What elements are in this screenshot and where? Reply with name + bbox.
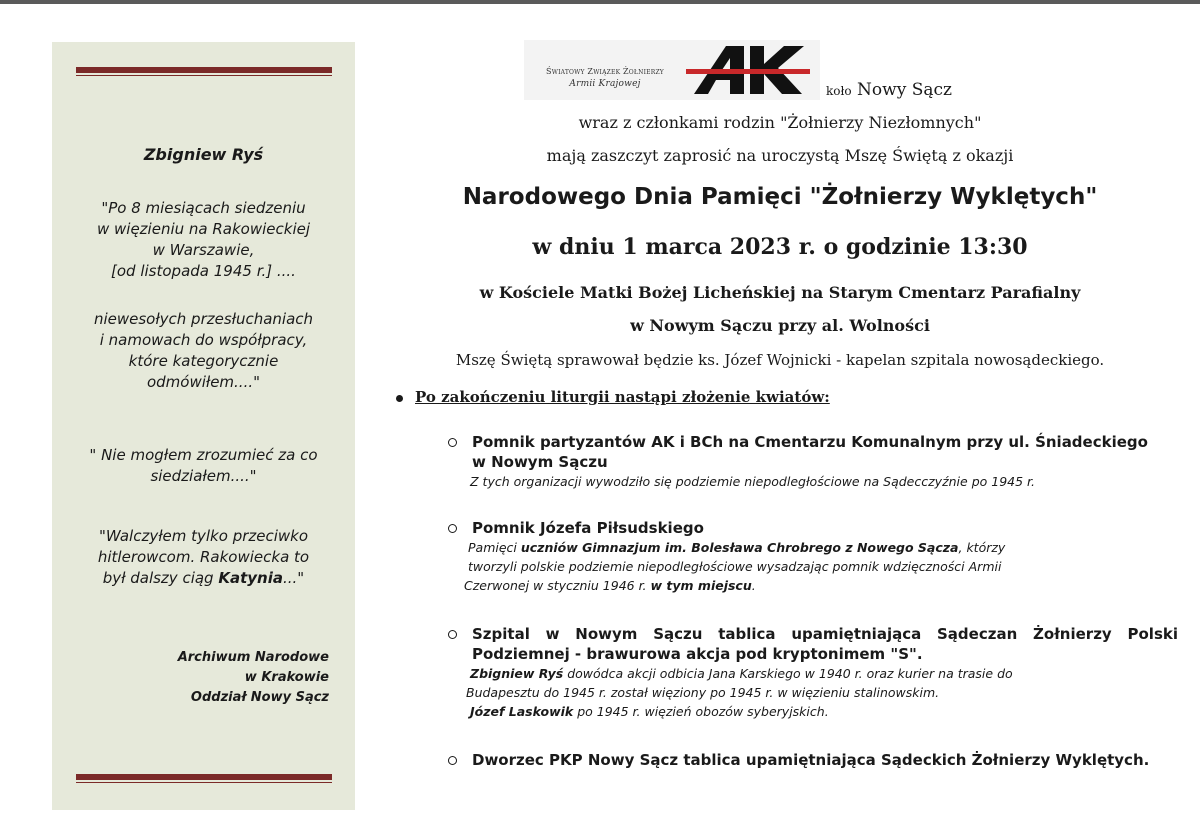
priest-line: Mszę Świętą sprawował będzie ks. Józef Wojnicki - kapelan szpitala nowosądeckiego.: [455, 351, 1105, 369]
list-item: [448, 432, 1178, 491]
list-item: [448, 750, 1178, 770]
sidebar-bottom-rule: [76, 774, 332, 783]
sidebar-quote-3: " Nie mogłem zrozumieć za co siedziałem....": [89, 446, 318, 485]
circle-bullet-icon: [448, 756, 457, 765]
item-title: Pomnik Józefa Piłsudskiego: [472, 519, 704, 537]
item-description: Zbigniew Ryś dowódca akcji odbicia Jana Karskiego w 1940 r. oraz kurier na trasie do Budapesztu do 1945 r. został więziony po 1945 r. w więzieniu stalinowskim. Józef Laskowik po 1945 r. więzień obozów syberyjskich.: [466, 666, 1013, 719]
event-place-2: w Nowym Sączu przy al. Wolności: [630, 316, 930, 335]
quote-sidebar: [52, 42, 355, 810]
list-item: [448, 518, 1178, 595]
list-item: [448, 624, 1178, 721]
event-place-1: w Kościele Matki Bożej Licheńskiej na Starym Cmentarz Parafialny: [479, 283, 1081, 302]
bullet-icon: [396, 395, 403, 402]
item-title: Dworzec PKP Nowy Sącz tablica upamiętniająca Sądeckich Żołnierzy Wyklętych.: [472, 751, 1150, 769]
item-description: Pamięci uczniów Gimnazjum im. Bolesława Chrobrego z Nowego Sącza, którzy tworzyli polskie podziemie niepodległościowe wysadzając pomnik wdzięczności Armii Czerwonej w styczniu 1946 r. w tym miejscu.: [464, 540, 1006, 593]
invite-line-2: mają zaszczyt zaprosić na uroczystą Mszę Świętą z okazji: [546, 146, 1014, 165]
sidebar-top-rule: [76, 67, 332, 76]
event-date: w dniu 1 marca 2023 r. o godzinie 13:30: [532, 234, 1028, 260]
flower-laying-heading: Po zakończeniu liturgii nastąpi złożenie kwiatów:: [396, 388, 830, 406]
top-border: [0, 0, 1200, 4]
item-title: Szpital w Nowym Sączu tablica upamiętniająca Sądeczan Żołnierzy Polski Podziemnej - brawurowa akcja pod kryptonimem "S".: [472, 625, 1178, 663]
sidebar-quote-4: "Walczyłem tylko przeciwko hitlerowcom. Rakowiecka to był dalszy ciąg Katynia...": [97, 527, 310, 587]
sidebar-name: Zbigniew Ryś: [143, 145, 264, 164]
circle-bullet-icon: [448, 630, 457, 639]
sidebar-source: Archiwum Narodowe w Krakowie Oddział Nowy Sącz: [177, 650, 329, 705]
sidebar-quote-1: "Po 8 miesiącach siedzeniu w więzieniu na Rakowieckiej w Warszawie, [od listopada 1945 r.] ....: [96, 199, 311, 280]
ak-emblem-icon: [684, 42, 810, 98]
logo-caption: Światowy Związek Żołnierzy Armii Krajowej: [546, 67, 664, 89]
chapter-label: koło Nowy Sącz: [826, 80, 952, 100]
event-headline: Narodowego Dnia Pamięci "Żołnierzy Wyklętych": [462, 184, 1098, 210]
circle-bullet-icon: [448, 438, 457, 447]
organization-logo: [524, 40, 820, 100]
item-description: Z tych organizacji wywodziło się podziemie niepodległościowe na Sądecczyźnie po 1945 r.: [470, 474, 1036, 489]
circle-bullet-icon: [448, 524, 457, 533]
invite-line-1: wraz z członkami rodzin "Żołnierzy Niezłomnych": [578, 113, 982, 132]
item-title: Pomnik partyzantów AK i BCh na Cmentarzu Komunalnym przy ul. Śniadeckiego w Nowym Sączu: [472, 433, 1148, 471]
sidebar-quote-2: niewesołych przesłuchaniach i namowach do współpracy, które kategorycznie odmówiłem....": [93, 310, 314, 391]
